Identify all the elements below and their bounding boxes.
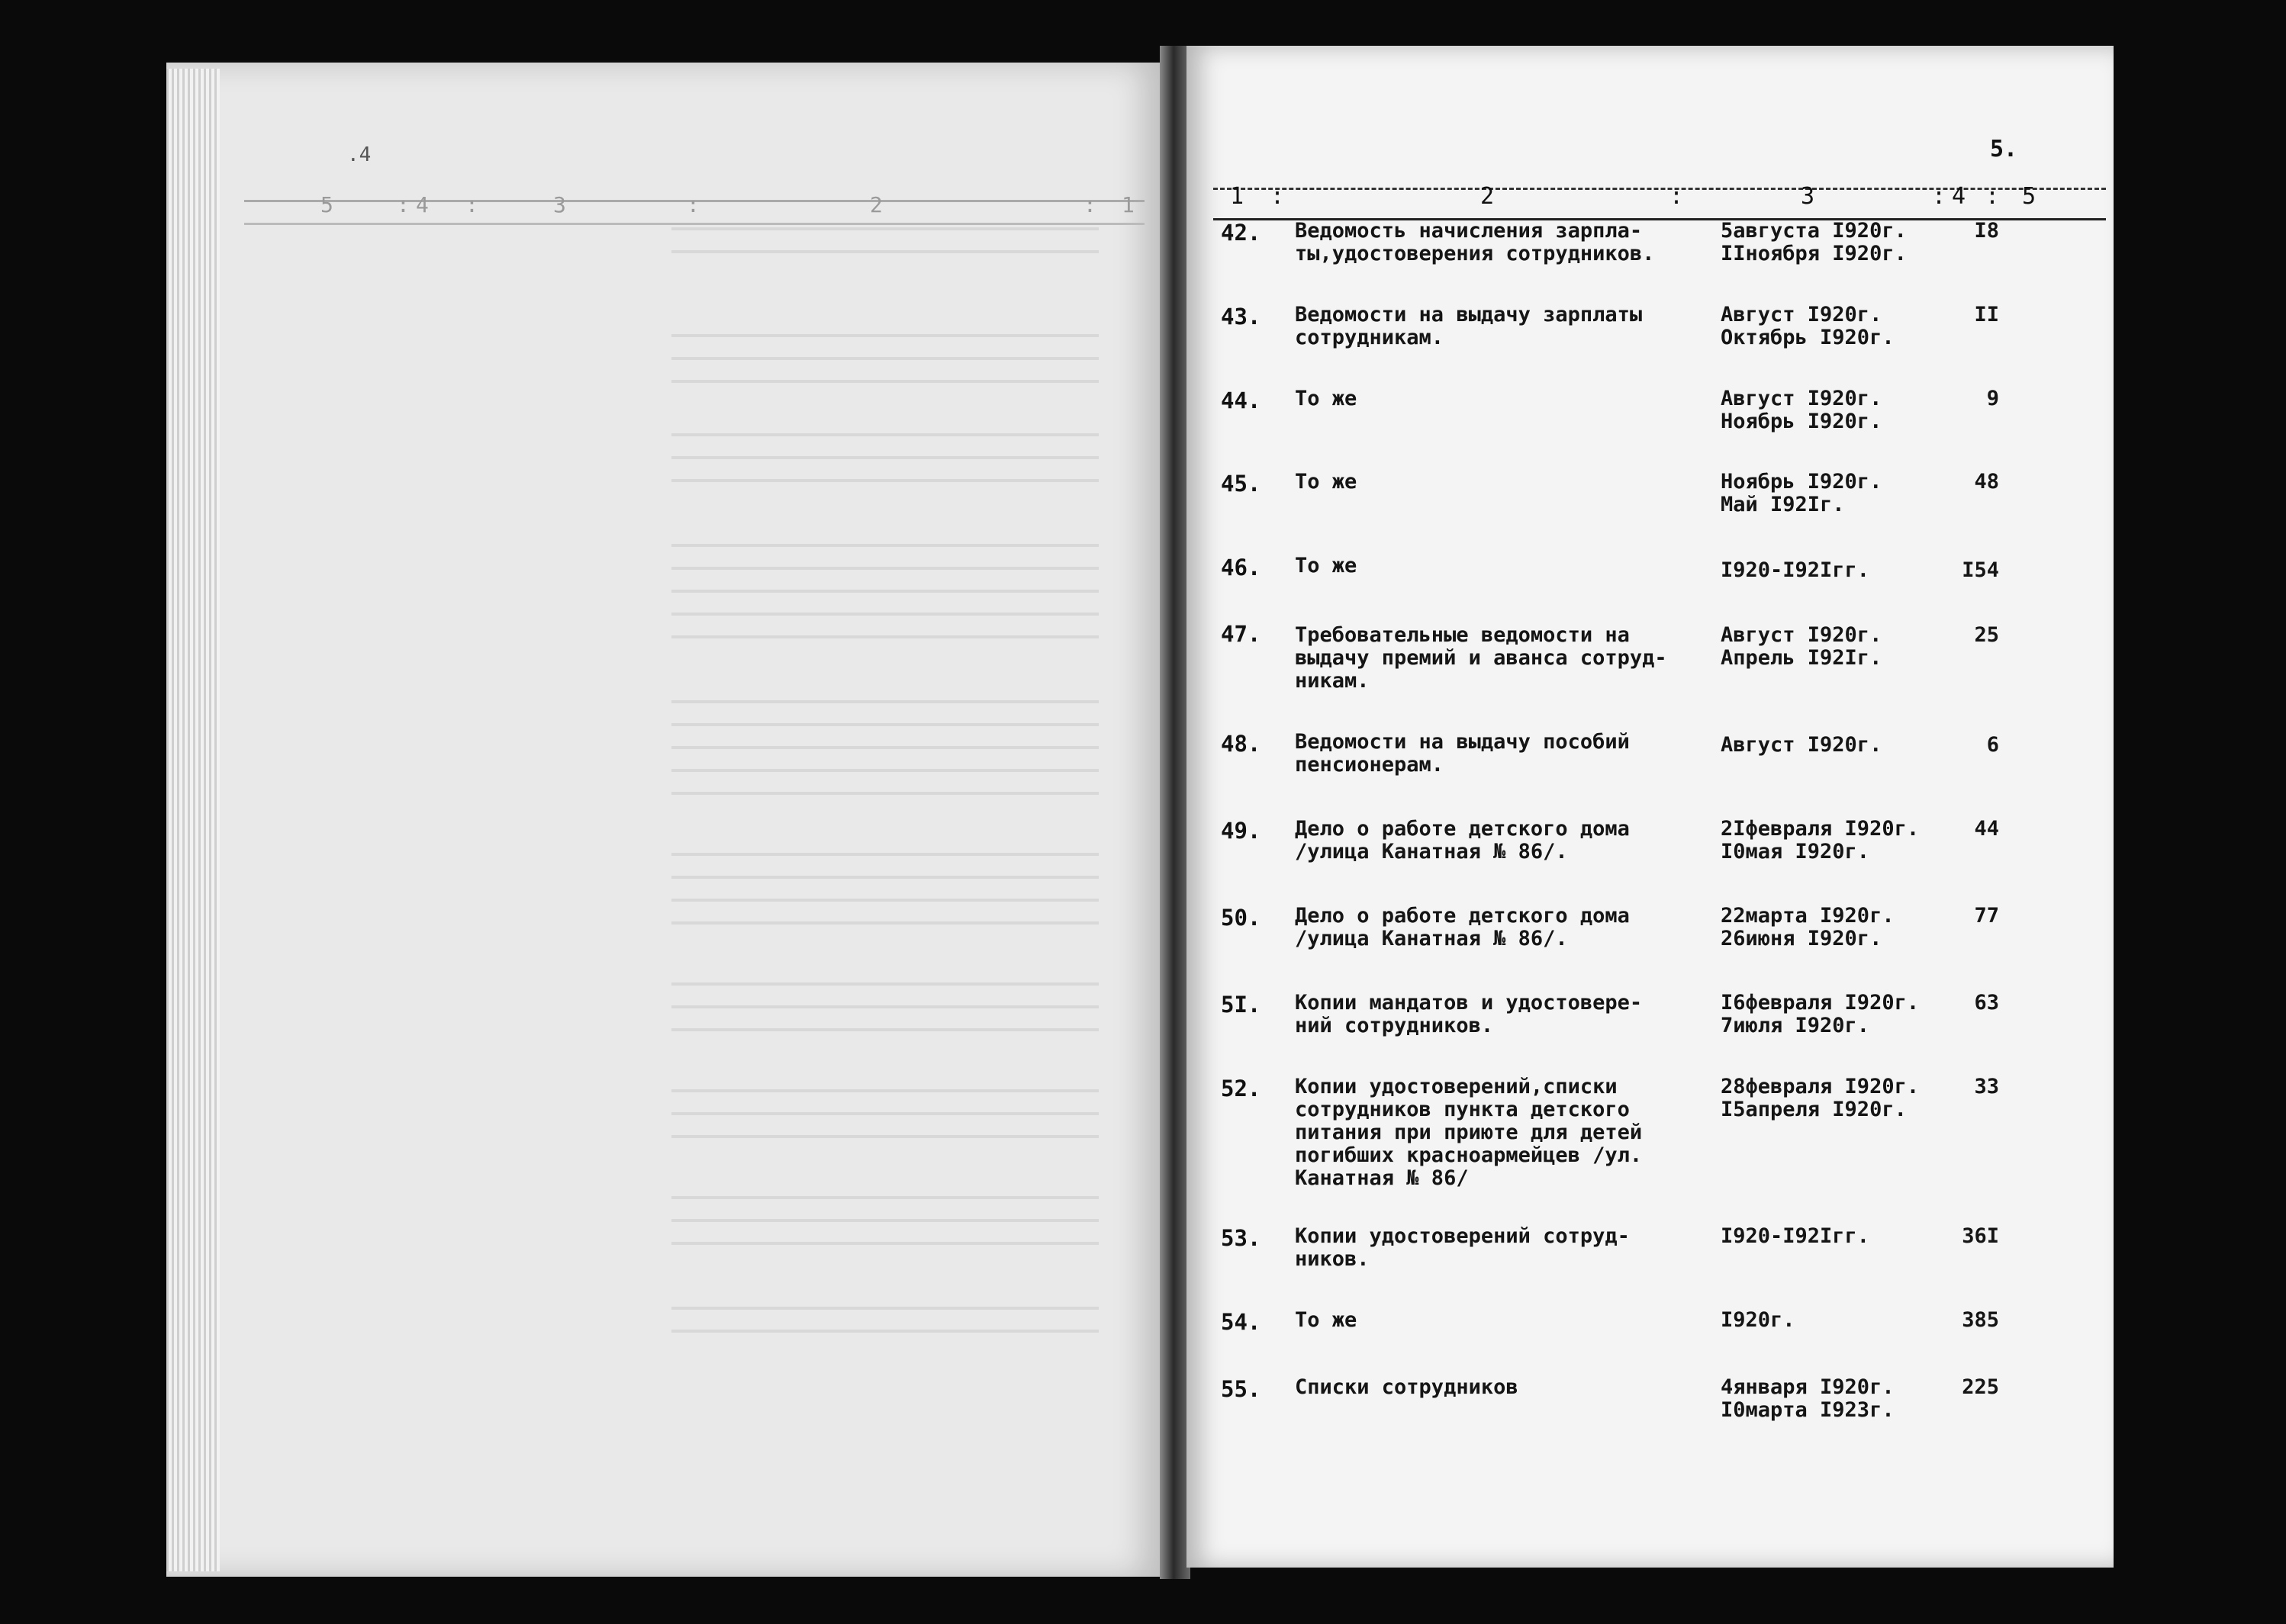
row-title: Копии удостоверений,списки сотрудников пункта детского питания при приюте для детей погибших красноармейцев /ул. Канатная № 86/ [1295, 1075, 1643, 1190]
col-header-2: 2 [1480, 183, 1495, 210]
row-title: Ведомость начисления зарпла- ты,удостоверения сотрудников. [1295, 219, 1655, 265]
row-dates: 22марта I920г. 26июня I920г. [1721, 904, 1895, 950]
row-title: То же [1295, 554, 1357, 577]
bleed-through-block [671, 538, 1099, 652]
row-title: Ведомости на выдачу зарплаты сотрудникам. [1295, 303, 1643, 349]
row-sheets: 33 [1974, 1075, 1999, 1098]
row-dates: I920г. [1721, 1308, 1795, 1332]
left-col-sep: : [465, 192, 478, 217]
row-number: 43. [1221, 304, 1261, 330]
row-title: Дело о работе детского дома /улица Канатная № 86/. [1295, 817, 1630, 863]
row-sheets: 225 [1962, 1375, 1999, 1399]
row-dates: I920-I92Iгг. [1721, 558, 1870, 582]
row-title: То же [1295, 387, 1357, 410]
left-page [166, 63, 1166, 1577]
row-number: 55. [1221, 1376, 1261, 1402]
row-number: 42. [1221, 220, 1261, 246]
bleed-through-block [671, 1083, 1099, 1152]
row-title: Копии мандатов и удостовере- ний сотрудников. [1295, 991, 1643, 1037]
bleed-through-block [671, 221, 1099, 267]
book-gutter [1160, 46, 1190, 1579]
row-title: Дело о работе детского дома /улица Канатная № 86/. [1295, 904, 1630, 950]
col-header-sep: : [1985, 183, 2000, 210]
bleed-through-block [671, 1301, 1099, 1346]
row-number: 50. [1221, 905, 1261, 931]
row-title: То же [1295, 1308, 1357, 1332]
row-number: 49. [1221, 818, 1261, 844]
row-dates: I6февраля I920г. 7июля I920г. [1721, 991, 1920, 1037]
left-col-sep: : [397, 192, 410, 217]
left-col-5: 5 [320, 192, 333, 217]
row-dates: 4января I920г. I0марта I923г. [1721, 1375, 1895, 1422]
row-sheets: 6 [1986, 733, 1999, 757]
row-dates: I920-I92Iгг. [1721, 1224, 1870, 1248]
row-title: Требовательные ведомости на выдачу премий и аванса сотруд- никам. [1295, 623, 1667, 693]
row-sheets: 48 [1974, 470, 1999, 494]
row-title: Списки сотрудников [1295, 1375, 1518, 1399]
right-page-number: 5. [1990, 136, 2018, 162]
row-sheets: I54 [1962, 558, 1999, 582]
left-col-3: 3 [553, 192, 566, 217]
bleed-through-block [671, 976, 1099, 1045]
col-header-sep: : [1270, 183, 1285, 210]
row-number: 52. [1221, 1076, 1261, 1101]
row-number: 5I. [1221, 992, 1261, 1018]
row-dates: Август I920г. Ноябрь I920г. [1721, 387, 1882, 433]
row-dates: Август I920г. Октябрь I920г. [1721, 303, 1895, 349]
row-sheets: 9 [1986, 387, 1999, 410]
row-sheets: 44 [1974, 817, 1999, 841]
row-dates: 2Iфевраля I920г. I0мая I920г. [1721, 817, 1920, 863]
row-number: 54. [1221, 1309, 1261, 1335]
left-col-sep: : [687, 192, 700, 217]
row-title: То же [1295, 470, 1357, 494]
row-dates: Август I920г. Апрель I92Iг. [1721, 623, 1882, 670]
row-number: 45. [1221, 471, 1261, 497]
col-header-4: 4 [1952, 183, 1966, 210]
row-sheets: 36I [1962, 1224, 1999, 1248]
left-page-number: .4 [347, 143, 372, 166]
right-page [1186, 46, 2114, 1568]
row-sheets: 385 [1962, 1308, 1999, 1332]
left-col-4: 4 [416, 192, 429, 217]
row-sheets: 63 [1974, 991, 1999, 1015]
row-dates: Август I920г. [1721, 733, 1882, 757]
row-sheets: 25 [1974, 623, 1999, 647]
row-number: 53. [1221, 1225, 1261, 1251]
bleed-through-block [671, 694, 1099, 809]
left-col-2: 2 [870, 192, 883, 217]
row-title: Ведомости на выдачу пособий пенсионерам. [1295, 730, 1630, 777]
row-number: 44. [1221, 388, 1261, 413]
left-col-sep: : [1083, 192, 1096, 217]
header-rule-top [1213, 188, 2106, 190]
left-col-1: 1 [1122, 192, 1135, 217]
bleed-through-block [671, 328, 1099, 397]
row-number: 48. [1221, 731, 1261, 757]
col-header-3: 3 [1801, 183, 1815, 210]
bleed-through-block [671, 427, 1099, 496]
page-edges [166, 69, 220, 1571]
row-sheets: 77 [1974, 904, 1999, 928]
col-header-sep: : [1932, 183, 1946, 210]
bleed-through-block [671, 847, 1099, 938]
bleed-through-block [671, 1190, 1099, 1259]
row-title: Копии удостоверений сотруд- ников. [1295, 1224, 1630, 1271]
row-dates: 5августа I920г. IIноября I920г. [1721, 219, 1907, 265]
col-header-sep: : [1669, 183, 1684, 210]
row-number: 47. [1221, 621, 1261, 647]
row-sheets: II [1974, 303, 1999, 326]
col-header-5: 5 [2022, 183, 2036, 210]
row-dates: Ноябрь I920г. Май I92Iг. [1721, 470, 1882, 516]
row-dates: 28февраля I920г. I5апреля I920г. [1721, 1075, 1920, 1121]
row-sheets: I8 [1974, 219, 1999, 243]
col-header-1: 1 [1230, 183, 1244, 210]
row-number: 46. [1221, 555, 1261, 580]
